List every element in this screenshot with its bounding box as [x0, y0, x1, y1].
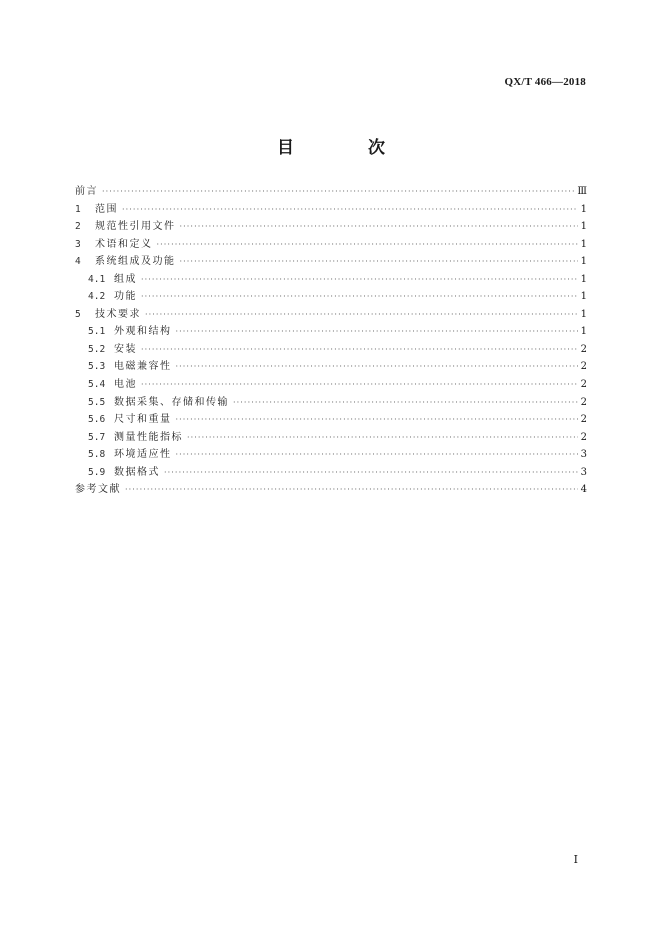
toc-entry[interactable] [75, 428, 587, 446]
dot-leader [233, 398, 578, 407]
toc-entry-page: 3 [580, 466, 587, 478]
toc-entry[interactable] [75, 357, 587, 375]
toc-entry-page: 2 [580, 414, 587, 426]
dot-leader [145, 310, 578, 319]
dot-leader [176, 415, 578, 424]
toc-entry[interactable] [75, 410, 587, 428]
toc-entry-number: 4.2 [88, 291, 106, 303]
toc-entry[interactable] [75, 252, 587, 270]
table-of-contents [75, 182, 587, 498]
page-number: Ⅰ [573, 853, 578, 866]
toc-entry-title: 术语和定义 [95, 238, 153, 250]
toc-entry-number: 5.2 [88, 343, 106, 355]
dot-leader [141, 275, 578, 284]
toc-entry[interactable] [75, 463, 587, 481]
toc-entry-page: 1 [580, 238, 587, 250]
toc-entry-title: 测量性能指标 [114, 431, 183, 443]
dot-leader [187, 433, 578, 442]
dot-leader [141, 345, 578, 354]
dot-leader [141, 380, 578, 389]
dot-leader [164, 468, 578, 477]
toc-entry-number: 1 [75, 203, 81, 215]
toc-entry-title: 电磁兼容性 [114, 361, 172, 373]
toc-entry-title: 规范性引用文件 [95, 221, 176, 233]
toc-entry-number: 5.4 [88, 379, 106, 391]
toc-entry-title: 尺寸和重量 [114, 414, 172, 426]
toc-entry-title: 功能 [114, 291, 137, 303]
toc-entry[interactable] [75, 480, 587, 498]
toc-entry-number: 5.5 [88, 396, 106, 408]
toc-entry[interactable] [75, 217, 587, 235]
toc-entry-page: 2 [580, 343, 587, 355]
toc-entry-page: 1 [580, 203, 587, 215]
toc-entry-page: 1 [580, 256, 587, 268]
toc-entry-title: 系统组成及功能 [95, 256, 176, 268]
toc-entry-number: 5.9 [88, 466, 106, 478]
toc-entry[interactable] [75, 340, 587, 358]
toc-entry-number: 5.8 [88, 449, 106, 461]
toc-entry[interactable] [75, 200, 587, 218]
toc-entry-title: 外观和结构 [114, 326, 172, 338]
toc-entry-number: 3 [75, 238, 81, 250]
toc-entry-page: 2 [580, 379, 587, 391]
dot-leader [176, 362, 578, 371]
dot-leader [141, 292, 578, 301]
toc-entry-page: Ⅲ [577, 186, 587, 197]
toc-entry[interactable] [75, 375, 587, 393]
dot-leader [125, 485, 578, 494]
toc-entry-title: 安装 [114, 343, 137, 355]
dot-leader [180, 257, 578, 266]
toc-entry-number: 5.7 [88, 431, 106, 443]
toc-entry-title: 数据采集、存储和传输 [114, 396, 229, 408]
toc-entry-number: 5.3 [88, 361, 106, 373]
toc-entry-page: 1 [580, 273, 587, 285]
dot-leader [102, 187, 574, 196]
toc-entry-title: 数据格式 [114, 466, 160, 478]
toc-entry[interactable] [75, 270, 587, 288]
toc-entry-page: 1 [580, 221, 587, 233]
page-title: 目 次 [277, 138, 419, 158]
toc-entry[interactable] [75, 393, 587, 411]
toc-entry-title: 范围 [95, 203, 118, 215]
toc-entry-number: 2 [75, 221, 81, 233]
toc-entry-number: 5 [75, 308, 81, 320]
dot-leader [157, 240, 578, 249]
dot-leader [176, 327, 578, 336]
toc-entry-title: 参考文献 [75, 484, 121, 496]
toc-entry-number: 4.1 [88, 273, 106, 285]
dot-leader [122, 205, 578, 214]
toc-entry-title: 技术要求 [95, 308, 141, 320]
toc-entry-page: 3 [580, 449, 587, 461]
toc-entry-page: 2 [580, 431, 587, 443]
toc-entry-number: 5.1 [88, 326, 106, 338]
toc-entry[interactable] [75, 287, 587, 305]
toc-entry-page: 4 [580, 484, 587, 496]
toc-entry[interactable] [75, 445, 587, 463]
toc-entry-number: 4 [75, 256, 81, 268]
toc-entry-page: 1 [580, 326, 587, 338]
dot-leader [180, 222, 578, 231]
toc-entry[interactable] [75, 305, 587, 323]
toc-entry-title: 前言 [75, 186, 98, 197]
standard-code: QX/T 466—2018 [504, 76, 586, 88]
toc-entry-title: 组成 [114, 273, 137, 285]
toc-entry-title: 环境适应性 [114, 449, 172, 461]
toc-entry-page: 2 [580, 361, 587, 373]
toc-entry[interactable] [75, 182, 587, 200]
toc-entry-title: 电池 [114, 379, 137, 391]
toc-entry-page: 2 [580, 396, 587, 408]
toc-entry-page: 1 [580, 291, 587, 303]
dot-leader [176, 450, 578, 459]
toc-entry-number: 5.6 [88, 414, 106, 426]
toc-entry[interactable] [75, 235, 587, 253]
toc-entry-page: 1 [580, 308, 587, 320]
toc-entry[interactable] [75, 322, 587, 340]
